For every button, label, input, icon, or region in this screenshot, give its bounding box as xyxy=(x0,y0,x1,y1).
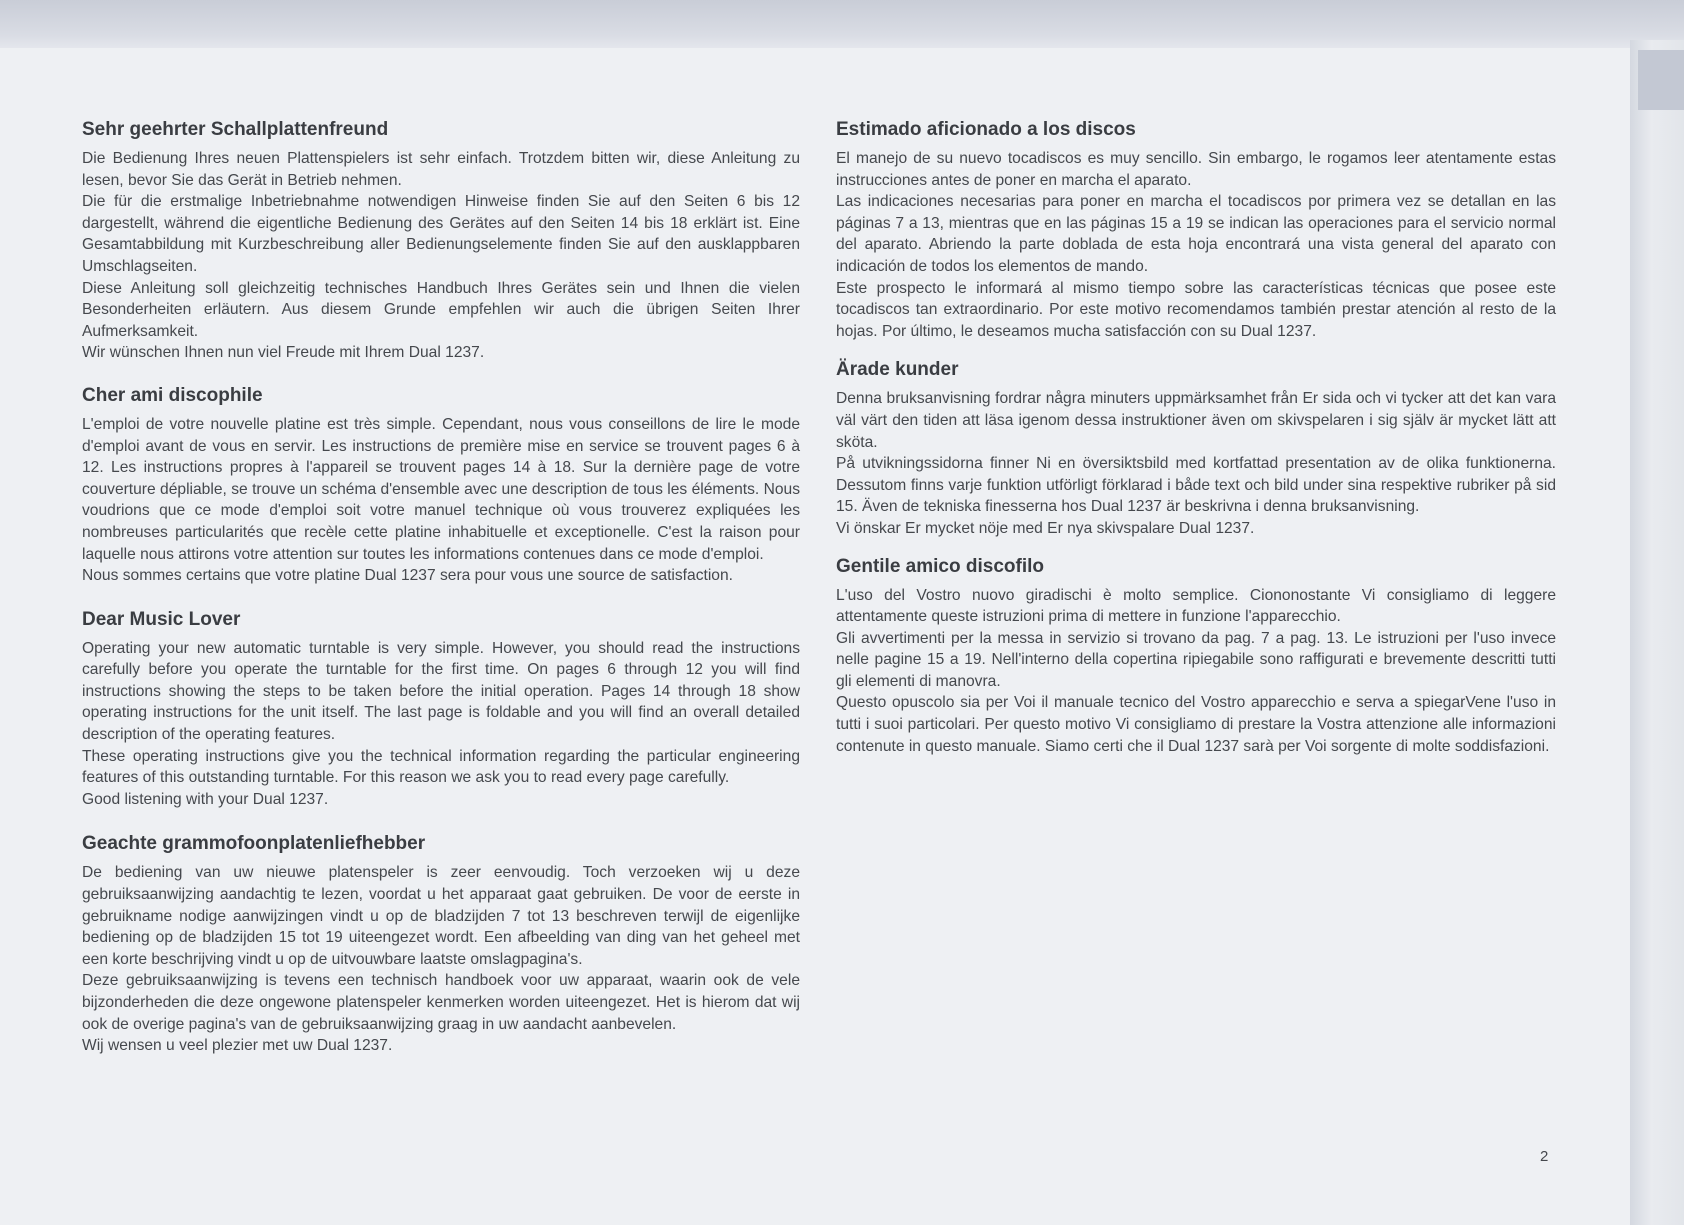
paragraph: El manejo de su nuevo tocadiscos es muy sencillo. Sin embargo, le rogamos leer atentamente estas instrucciones antes de poner en marcha el aparato. xyxy=(836,150,1556,189)
paragraph: Nous sommes certains que votre platine Dual 1237 sera pour vous une source de satisfaction. xyxy=(82,567,733,585)
paragraph: Las indicaciones necesarias para poner en marcha el tocadiscos por primera vez se detallan en las páginas 7 a 13, mientras que en las páginas 15 a 19 se indican las operaciones para el servicio normal del aparato. Abriendo la parte doblada de esta hoja encontrará una vista general del aparato con indicación de todos los elementos de mando. xyxy=(836,193,1556,275)
paragraph: Vi önskar Er mycket nöje med Er nya skivspalare Dual 1237. xyxy=(836,519,1255,537)
section-heading: Gentile amico discofilo xyxy=(836,555,1044,577)
section-heading: Geachte grammofoonplatenliefhebber xyxy=(82,833,426,855)
section-german xyxy=(82,116,800,364)
paragraph: Die Bedienung Ihres neuen Plattenspielers ist sehr einfach. Trotzdem bitten wir, diese Anleitung zu lesen, bevor Sie das Gerät in Betrieb nehmen. xyxy=(82,150,800,189)
paragraph: Wij wensen u veel plezier met uw Dual 1237. xyxy=(82,1037,393,1055)
paragraph: De bediening van uw nieuwe platenspeler is zeer eenvoudig. Toch verzoeken wij u deze gebruiksaanwijzing aandachtig te lezen, voordat u het apparaat gaat gebruiken. De voor de eerste in gebruikname nodige aanwijzingen vindt u op de bladzijden 7 tot 13 beschreven terwijl de eigenlijke bediening op de bladzijden 15 tot 19 uiteengezet wordt. Een afbeelding van ding van het geheel met een korte beschrijving vindt u op de uitvouwbare laatste omslagpagina's. xyxy=(82,864,800,968)
section-heading: Sehr geehrter Schallplattenfreund xyxy=(82,119,389,140)
section-french xyxy=(82,382,800,587)
paragraph: L'uso del Vostro nuovo giradischi è molto semplice. Ciononostante Vi consigliamo di leggere attentamente queste istruzioni prima di mettere in funzione l'apparecchio. xyxy=(836,586,1556,626)
page-edge xyxy=(1630,40,1684,1225)
paragraph: Este prospecto le informará al mismo tiempo sobre las características técnicas que posee este tocadiscos tan extraordinario. Por este motivo recomendamos también prestar atención al resto de la hojas. Por último, le deseamos mucha satisfacción con su Dual 1237. xyxy=(836,279,1556,340)
paragraph: Deze gebruiksaanwijzing is tevens een technisch handboek voor uw apparaat, waarin ook de vele bijzonderheden die deze ongewone platenspeler kenmerken worden uiteengezet. Het is hierom dat wij ook de overige pagina's van de gebruiksaanwijzing graag in uw aandacht aanbevelen. xyxy=(82,972,800,1033)
section-heading: Estimado aficionado a los discos xyxy=(836,119,1136,140)
scan-top-band xyxy=(0,0,1684,50)
paragraph: Denna bruksanvisning fordrar några minuters uppmärksamhet från Er sida och vi tycker att det kan vara väl värt den tiden att läsa igenom dessa instruktioner även om skivspelaren i sig själv är mycket lätt att sköta. xyxy=(836,390,1556,451)
right-column xyxy=(836,116,1556,757)
paragraph: These operating instructions give you the technical information regarding the particular engineering features of this outstanding turntable. For this reason we ask you to read every page carefully. xyxy=(82,747,800,787)
paragraph: Gli avvertimenti per la messa in servizio si trovano da pag. 7 a pag. 13. Le istruzioni per l'uso invece nelle pagine 15 a 19. Nell'interno della copertina ripiegabile sono raffigurati e brevemente descritti tutti gli elementi di manovra. xyxy=(836,629,1556,690)
page-number: 2 xyxy=(1540,1148,1549,1165)
section-english xyxy=(82,606,800,811)
left-column xyxy=(82,116,800,1057)
paragraph: På utvikningssidorna finner Ni en översiktsbild med kortfattad presentation av de olika funktionerna. Dessutom finns varje funktion utförligt förklarad i både text och bild under sina respektive rubriker på sid 15. Även de tekniska finesserna hos Dual 1237 är beskrivna i denna bruksanvisning. xyxy=(836,455,1556,516)
paragraph: Operating your new automatic turntable is very simple. However, you should read the instructions carefully before you operate the turntable for the first time. On pages 6 through 12 you will find instructions showing the steps to be taken before the initial operation. Pages 14 through 18 show operating instructions for the unit itself. The last page is foldable and you will find an overall detailed description of the operating features. xyxy=(82,639,800,744)
paragraph: Wir wünschen Ihnen nun viel Freude mit Ihrem Dual 1237. xyxy=(82,344,485,362)
page-edge-tab xyxy=(1638,50,1684,110)
section-dutch xyxy=(82,830,800,1056)
section-heading: Cher ami discophile xyxy=(82,384,263,406)
section-italian xyxy=(836,553,1556,758)
section-swedish xyxy=(836,356,1556,539)
section-spanish xyxy=(836,116,1556,342)
paragraph: Good listening with your Dual 1237. xyxy=(82,790,329,808)
paragraph: Diese Anleitung soll gleichzeitig technisches Handbuch Ihres Gerätes sein und Ihnen die vielen Besonderheiten erläutern. Aus diesem Grunde empfehlen wir auch die übrigen Seiten Ihrer Aufmerksamkeit. xyxy=(82,279,800,340)
paragraph: Die für die erstmalige Inbetriebnahme notwendigen Hinweise finden Sie auf den Seiten 6 bis 12 dargestellt, während die eigentliche Bedienung des Gerätes auf den Seiten 14 bis 18 erklärt ist. Eine Gesamtabbildung mit Kurzbeschreibung aller Bedienungselemente finden Sie auf den ausklappbaren Umschlagseiten. xyxy=(82,193,800,275)
paragraph: L'emploi de votre nouvelle platine est très simple. Cependant, nous vous conseillons de lire le mode d'emploi avant de vous en servir. Les instructions de première mise en service se trouvent pages 6 à 12. Les instructions propres à l'appareil se trouvent pages 14 à 18. Sur la dernière page de votre couverture dépliable, se trouve un schéma d'ensemble avec une description de tous les éléments. Nous voudrions que ce mode d'emploi soit votre manuel technique où vous trouverez expliquées les nombreuses particularités que recèle cette platine inhabituelle et exceptionelle. C'est la raison pour laquelle nous attirons votre attention sur toutes les informations contenues dans ce mode d'emploi. xyxy=(82,415,800,563)
section-heading: Ärade kunder xyxy=(836,359,959,381)
paragraph: Questo opuscolo sia per Voi il manuale tecnico del Vostro apparecchio e serva a spiegarVene l'uso in tutti i suoi particolari. Per questo motivo Vi consigliamo di prestare la Vostra attenzione alle informazioni contenute in questo manuale. Siamo certi che il Dual 1237 sarà per Voi sorgente di molte soddisfazioni. xyxy=(836,694,1556,755)
section-heading: Dear Music Lover xyxy=(82,608,241,630)
